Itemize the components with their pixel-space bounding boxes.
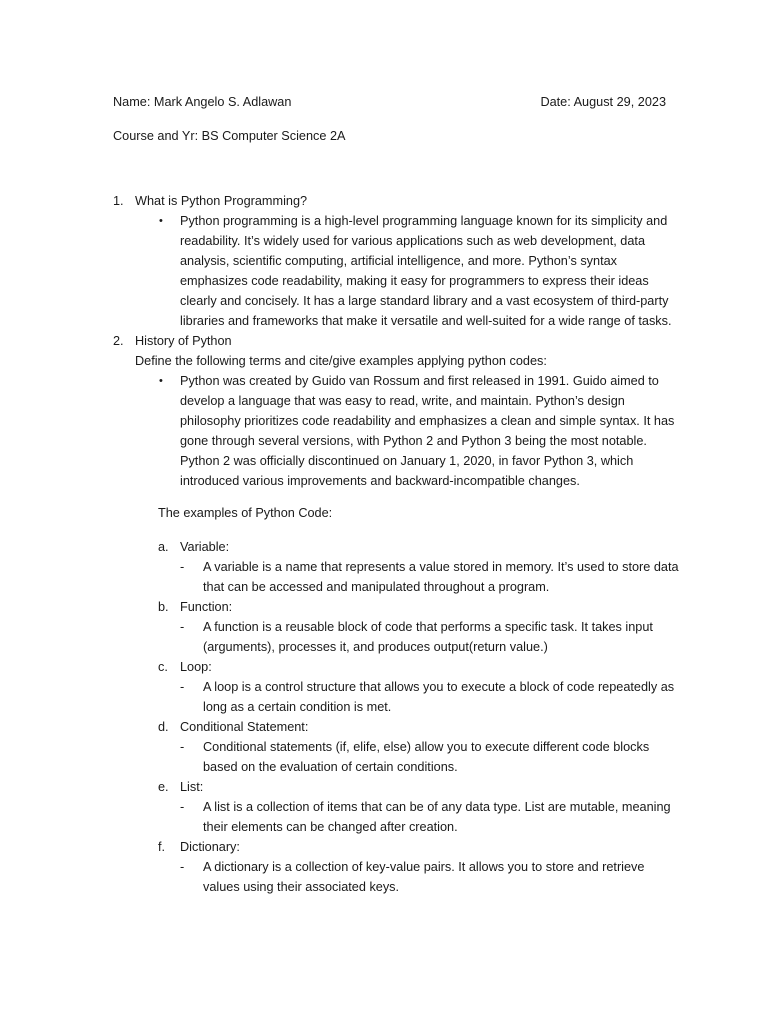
term-b-definition: A function is a reusable block of code that performs a specific task. It takes input (arguments), processes it, and produces output(return value.)	[203, 620, 653, 654]
term-d-dash: -	[180, 740, 185, 754]
item-1-answer: Python programming is a high-level programming language known for its simplicity and readability. It’s widely used for various applications such as web development, data analysis, scientific computing, artificial intelligence, and more. Python’s syntax emphasizes code readability, making it easy for programmers to express their ideas clearly and concisely. It has a large standard library and a vast ecosystem of third-party libraries and frameworks that make it versatile and well-suited for a wide range of tasks.	[180, 214, 672, 328]
bullet-icon: •	[159, 375, 163, 387]
bullet-icon: •	[159, 215, 163, 227]
term-f-definition: A dictionary is a collection of key-value pairs. It allows you to store and retrieve values using their associated keys.	[203, 860, 645, 894]
term-c-dash: -	[180, 680, 185, 694]
term-e-letter: e.	[158, 780, 169, 794]
student-name: Name: Mark Angelo S. Adlawan	[113, 95, 292, 109]
item-2-instruction: Define the following terms and cite/give examples applying python codes:	[135, 354, 547, 368]
term-b-dash: -	[180, 620, 185, 634]
term-f-name: Dictionary:	[180, 840, 240, 854]
term-b-letter: b.	[158, 600, 169, 614]
term-c-name: Loop:	[180, 660, 212, 674]
term-b-name: Function:	[180, 600, 233, 614]
course-year: Course and Yr: BS Computer Science 2A	[113, 129, 346, 143]
item-2-title: History of Python	[135, 334, 232, 348]
term-a-dash: -	[180, 560, 185, 574]
term-d-letter: d.	[158, 720, 169, 734]
item-2-number: 2.	[113, 334, 124, 348]
term-a-definition: A variable is a name that represents a value stored in memory. It’s used to store data that can be accessed and manipulated throughout a program.	[203, 560, 679, 594]
term-d-definition: Conditional statements (if, elife, else) allow you to execute different code blocks based on the evaluation of certain conditions.	[203, 740, 650, 774]
term-e-definition: A list is a collection of items that can be of any data type. List are mutable, meaning their elements can be changed after creation.	[203, 800, 671, 834]
term-e-name: List:	[180, 780, 204, 794]
item-2-answer: Python was created by Guido van Rossum and first released in 1991. Guido aimed to develop a language that was easy to read, write, and maintain. Python’s design philosophy prioritizes code readability and emphasizes a clean and simple syntax. It has gone through several versions, with Python 2 and Python 3 being the most notable. Python 2 was officially discontinued on January 1, 2020, in favor Python 3, which introduced various improvements and backward-incompatible changes.	[180, 374, 675, 488]
term-c-definition: A loop is a control structure that allows you to execute a block of code repeatedly as long as a certain condition is met.	[203, 680, 675, 714]
item-1-number: 1.	[113, 194, 124, 208]
term-e-dash: -	[180, 800, 185, 814]
term-f-dash: -	[180, 860, 185, 874]
document-date: Date: August 29, 2023	[540, 95, 666, 109]
examples-heading: The examples of Python Code:	[158, 506, 333, 520]
term-a-letter: a.	[158, 540, 169, 554]
term-d-name: Conditional Statement:	[180, 720, 309, 734]
item-1-title: What is Python Programming?	[135, 194, 308, 208]
term-a-name: Variable:	[180, 540, 230, 554]
term-c-letter: c.	[158, 660, 168, 674]
term-f-letter: f.	[158, 840, 166, 854]
